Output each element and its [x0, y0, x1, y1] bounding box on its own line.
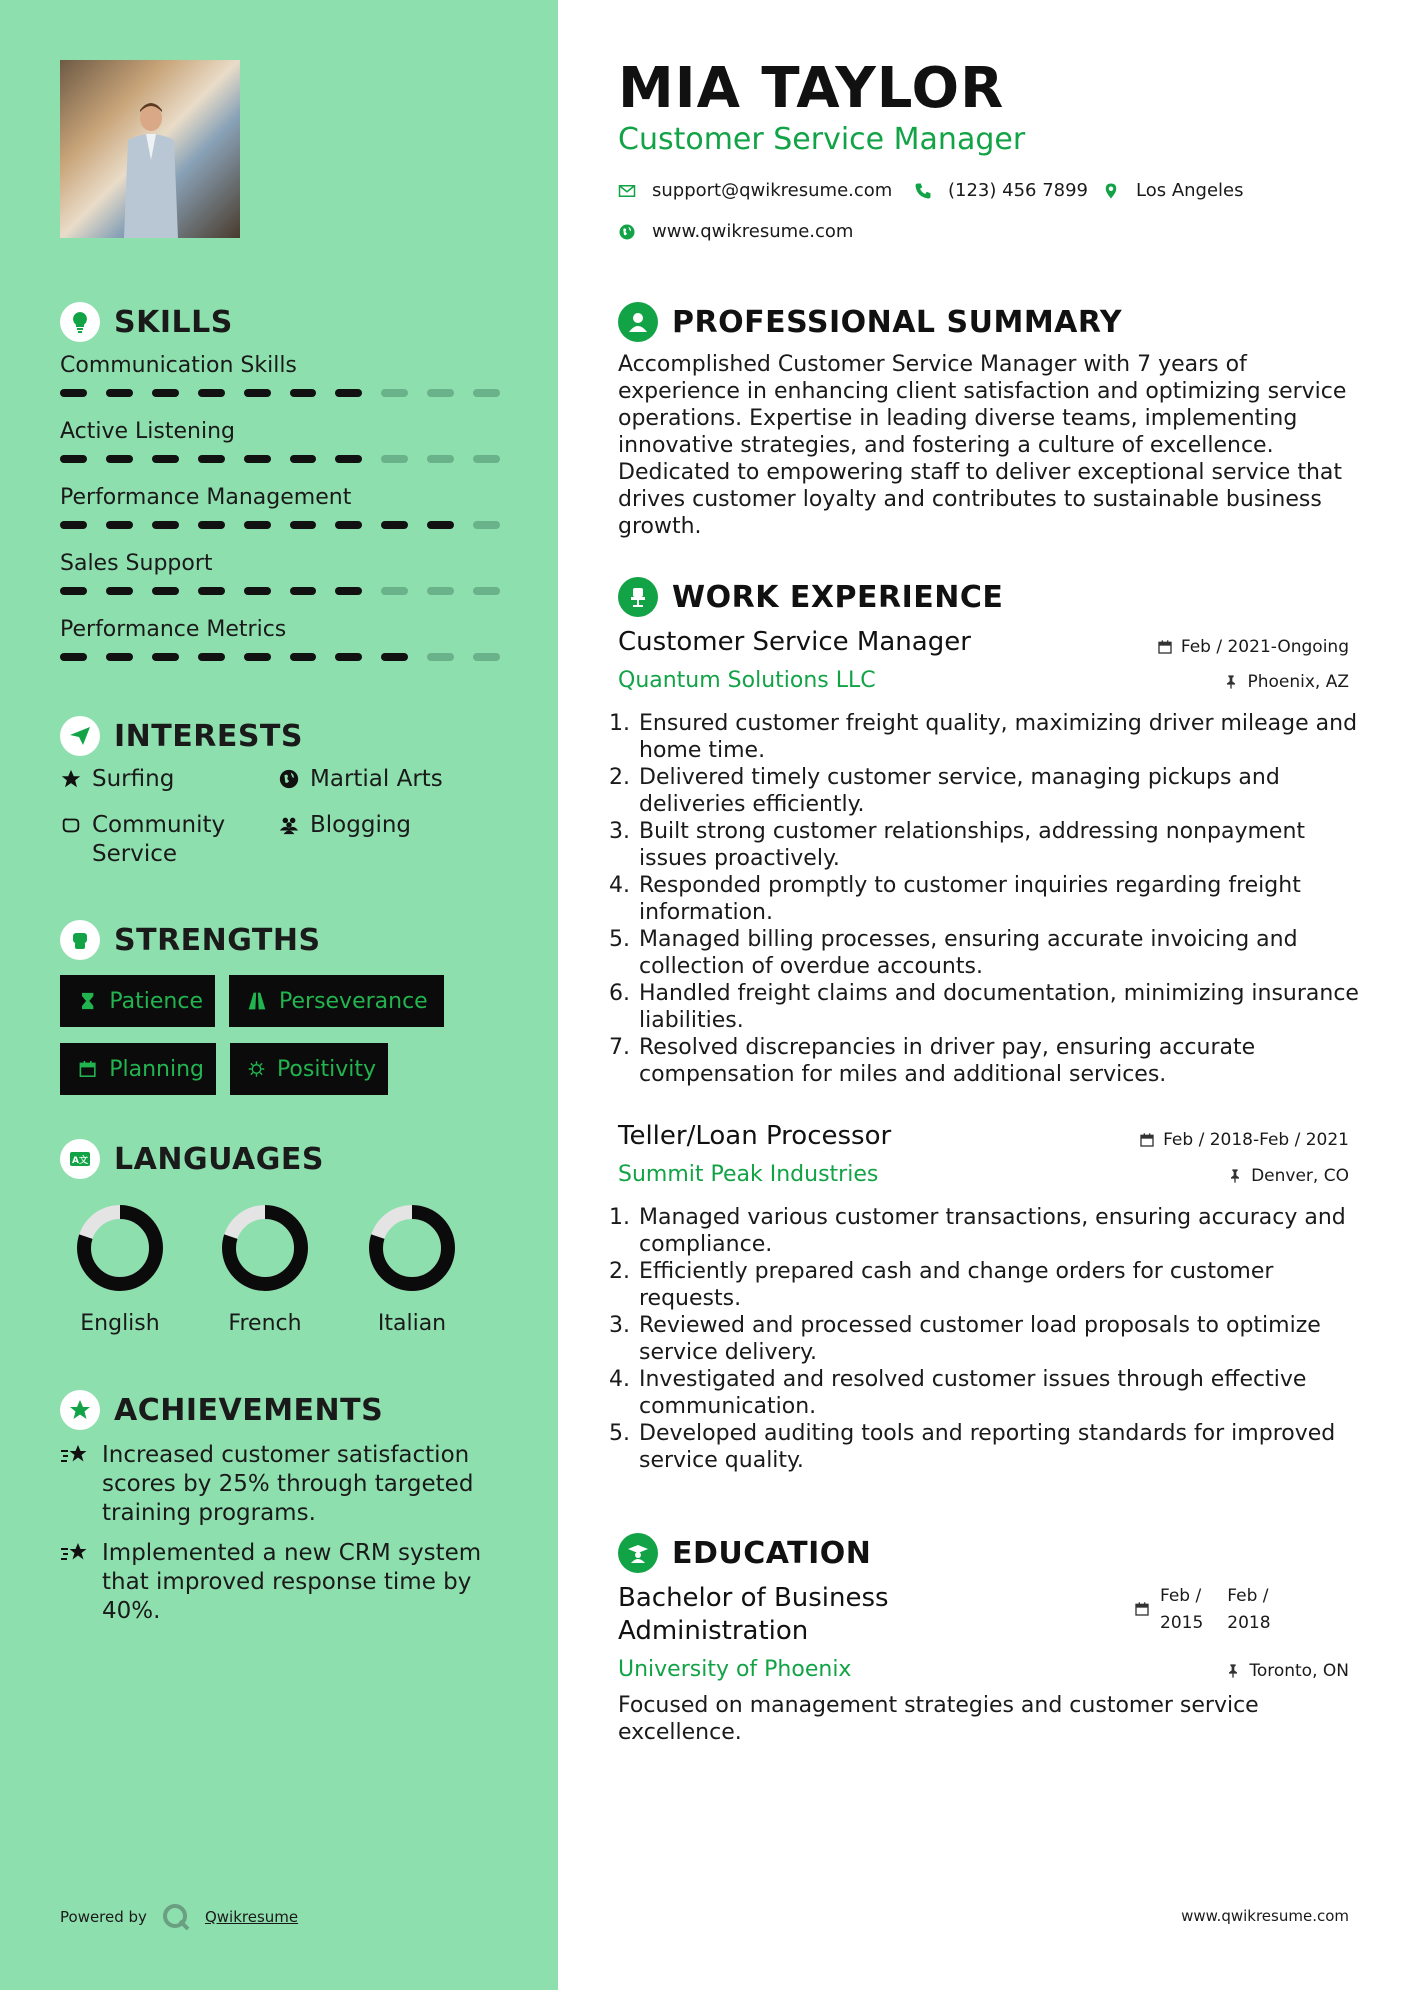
skill-dash — [335, 521, 362, 529]
skill-dash — [152, 587, 179, 595]
skill-dash — [427, 455, 454, 463]
skill-dash — [290, 521, 317, 529]
skill-item: Performance Management — [60, 485, 500, 529]
skill-level-bar — [60, 389, 500, 397]
duty-item: 7. Resolved discrepancies in driver pay, ensuring accurate compensation for miles and additional services. — [637, 1034, 1377, 1088]
skill-dash — [106, 455, 133, 463]
skill-level-bar — [60, 587, 500, 595]
strength-badge: Patience — [60, 975, 215, 1027]
achievement-item: Increased customer satisfaction scores by 25% through targeted training programs. — [60, 1441, 500, 1528]
person-illustration — [122, 100, 180, 238]
skill-dash — [198, 521, 225, 529]
phone-icon — [914, 182, 932, 200]
language-donut — [75, 1203, 165, 1293]
calendar-icon — [78, 1059, 97, 1079]
summary-heading: PROFESSIONAL SUMMARY — [618, 302, 1122, 342]
skill-dash — [198, 587, 225, 595]
skill-dash — [198, 653, 225, 661]
duty-item: 3. Reviewed and processed customer load proposals to optimize service delivery. — [637, 1312, 1377, 1366]
skill-dash — [473, 587, 500, 595]
skill-dash — [473, 521, 500, 529]
sidebar — [0, 0, 558, 1990]
skill-item: Sales Support — [60, 551, 500, 595]
fist-icon — [60, 920, 100, 960]
skill-level-bar — [60, 455, 500, 463]
qwikresume-logo-icon — [161, 1902, 191, 1932]
skill-dash — [290, 389, 317, 397]
map-pin-icon — [1102, 182, 1120, 200]
achievement-item: Implemented a new CRM system that improved response time by 40%. — [60, 1539, 500, 1626]
language-item: Italian — [357, 1203, 467, 1336]
qwikresume-link[interactable]: Qwikresume — [204, 1908, 299, 1926]
job-location: Phoenix, AZ — [1223, 672, 1349, 692]
duty-item: 2. Delivered timely customer service, managing pickups and deliveries efficiently. — [637, 764, 1377, 818]
duty-item: 2. Efficiently prepared cash and change orders for customer requests. — [637, 1258, 1377, 1312]
education-dates: Feb / 2015 Feb / 2018 — [1134, 1583, 1271, 1637]
users-icon — [278, 814, 300, 836]
skill-dash — [473, 653, 500, 661]
skill-dash — [381, 455, 408, 463]
strength-badge: Planning — [60, 1043, 216, 1095]
skill-dash — [244, 587, 271, 595]
pushpin-icon — [1223, 674, 1239, 690]
website-contact[interactable]: www.qwikresume.com — [618, 221, 853, 242]
email-contact[interactable]: support@qwikresume.com — [618, 180, 892, 201]
skill-dash — [60, 455, 87, 463]
pushpin-icon — [1227, 1168, 1243, 1184]
duty-item: 4. Responded promptly to customer inquiries regarding freight information. — [637, 872, 1377, 926]
job-dates: Feb / 2021-Ongoing — [1157, 637, 1349, 657]
candidate-name: MIA TAYLOR — [618, 56, 1005, 121]
skill-dash — [106, 587, 133, 595]
strengths-heading: STRENGTHS — [60, 920, 321, 960]
interests-heading: INTERESTS — [60, 716, 303, 756]
skill-dash — [335, 653, 362, 661]
skill-dash — [244, 521, 271, 529]
calendar-icon — [1134, 1601, 1150, 1617]
road-icon — [247, 991, 267, 1011]
duty-item: 6. Handled freight claims and documentation, minimizing insurance liabilities. — [637, 980, 1377, 1034]
calendar-icon — [1157, 639, 1173, 655]
job-duties — [618, 710, 1377, 1088]
language-item: English — [65, 1203, 175, 1336]
main-content — [558, 0, 1407, 1990]
pushpin-icon — [1225, 1663, 1241, 1679]
skill-dash — [427, 521, 454, 529]
duty-item: 3. Built strong customer relationships, addressing nonpayment issues proactively. — [637, 818, 1377, 872]
globe-icon — [618, 223, 636, 241]
skill-dash — [106, 521, 133, 529]
summary-text: Accomplished Customer Service Manager with 7 years of experience in enhancing client satisfaction and optimizing service operations. Expertise in leading diverse teams, implementing innovative strategies, and fostering a culture of excellence. Dedicated to empowering staff to deliver exceptional service that drives customer loyalty and contributes to sustainable business growth. — [618, 352, 1347, 539]
hand-icon — [60, 814, 82, 836]
education-heading: EDUCATION — [618, 1533, 871, 1573]
skill-dash — [244, 653, 271, 661]
skill-dash — [381, 653, 408, 661]
skill-dash — [60, 587, 87, 595]
envelope-icon — [618, 182, 636, 200]
job-duties — [618, 1204, 1377, 1474]
skill-dash — [473, 389, 500, 397]
company-name: Quantum Solutions LLC — [618, 668, 876, 693]
graduate-icon — [618, 1533, 658, 1573]
paper-plane-icon — [60, 716, 100, 756]
skill-dash — [60, 521, 87, 529]
skill-dash — [427, 653, 454, 661]
degree-title: Bachelor of Business Administration — [618, 1583, 889, 1646]
skill-dash — [244, 389, 271, 397]
education-location: Toronto, ON — [1225, 1661, 1349, 1681]
company-name: Summit Peak Industries — [618, 1162, 879, 1187]
job-dates: Feb / 2018-Feb / 2021 — [1139, 1130, 1349, 1150]
skill-level-bar — [60, 653, 500, 661]
user-icon — [618, 302, 658, 342]
footer-url[interactable]: www.qwikresume.com — [1181, 1907, 1349, 1925]
interest-item: Blogging — [278, 811, 411, 840]
skills-heading: SKILLS — [60, 302, 233, 342]
skill-dash — [335, 587, 362, 595]
skill-dash — [152, 455, 179, 463]
hourglass-icon — [78, 991, 97, 1011]
skill-dash — [106, 389, 133, 397]
skill-item: Communication Skills — [60, 353, 500, 397]
job-title: Teller/Loan Processor — [618, 1121, 892, 1151]
skill-dash — [198, 455, 225, 463]
duty-item: 4. Investigated and resolved customer issues through effective communication. — [637, 1366, 1377, 1420]
skill-dash — [473, 455, 500, 463]
school-name: University of Phoenix — [618, 1657, 852, 1682]
skill-dash — [427, 389, 454, 397]
language-icon — [60, 1139, 100, 1179]
location-contact: Los Angeles — [1102, 180, 1244, 201]
language-donut — [367, 1203, 457, 1293]
language-item: French — [210, 1203, 320, 1336]
candidate-role: Customer Service Manager — [618, 122, 1026, 157]
duty-item: 5. Developed auditing tools and reporting standards for improved service quality. — [637, 1420, 1377, 1474]
powered-by: Powered by Qwikresume — [60, 1902, 298, 1932]
skill-dash — [60, 653, 87, 661]
sun-icon — [248, 1059, 265, 1079]
skill-level-bar — [60, 521, 500, 529]
skill-dash — [152, 653, 179, 661]
interest-item: Surfing — [60, 765, 174, 794]
phone-contact[interactable]: (123) 456 7899 — [914, 180, 1088, 201]
job-location: Denver, CO — [1227, 1166, 1349, 1186]
skill-dash — [335, 455, 362, 463]
interest-item: Martial Arts — [278, 765, 443, 794]
education-description: Focused on management strategies and customer service excellence. — [618, 1693, 1259, 1745]
skill-dash — [290, 587, 317, 595]
duty-item: 5. Managed billing processes, ensuring accurate invoicing and collection of overdue accounts. — [637, 926, 1377, 980]
skill-dash — [290, 653, 317, 661]
skill-dash — [60, 389, 87, 397]
interest-item: Community Service — [60, 811, 235, 869]
skill-dash — [106, 653, 133, 661]
calendar-icon — [1139, 1132, 1155, 1148]
globe-icon — [278, 768, 300, 790]
job-title: Customer Service Manager — [618, 627, 971, 657]
chair-icon — [618, 577, 658, 617]
duty-item: 1. Ensured customer freight quality, maximizing driver mileage and home time. — [637, 710, 1377, 764]
skill-dash — [427, 587, 454, 595]
skill-dash — [381, 389, 408, 397]
strength-badge: Positivity — [230, 1043, 388, 1095]
skill-dash — [152, 389, 179, 397]
skill-dash — [381, 521, 408, 529]
shooting-star-icon — [60, 1541, 90, 1567]
star-badge-icon — [60, 1390, 100, 1430]
svg-text:A文: A文 — [72, 1156, 88, 1166]
strength-badge: Perseverance — [229, 975, 444, 1027]
achievements-heading: ACHIEVEMENTS — [60, 1390, 383, 1430]
star-icon — [60, 768, 82, 790]
skill-dash — [335, 389, 362, 397]
language-donut — [220, 1203, 310, 1293]
lightbulb-icon — [60, 302, 100, 342]
skill-dash — [198, 389, 225, 397]
shooting-star-icon — [60, 1443, 90, 1469]
skill-item: Performance Metrics — [60, 617, 500, 661]
profile-photo — [60, 60, 240, 238]
skill-item: Active Listening — [60, 419, 500, 463]
skill-dash — [152, 521, 179, 529]
skill-dash — [381, 587, 408, 595]
duty-item: 1. Managed various customer transactions, ensuring accuracy and compliance. — [637, 1204, 1377, 1258]
skill-dash — [290, 455, 317, 463]
experience-heading: WORK EXPERIENCE — [618, 577, 1003, 617]
skill-dash — [244, 455, 271, 463]
languages-heading: A文 LANGUAGES — [60, 1139, 324, 1179]
